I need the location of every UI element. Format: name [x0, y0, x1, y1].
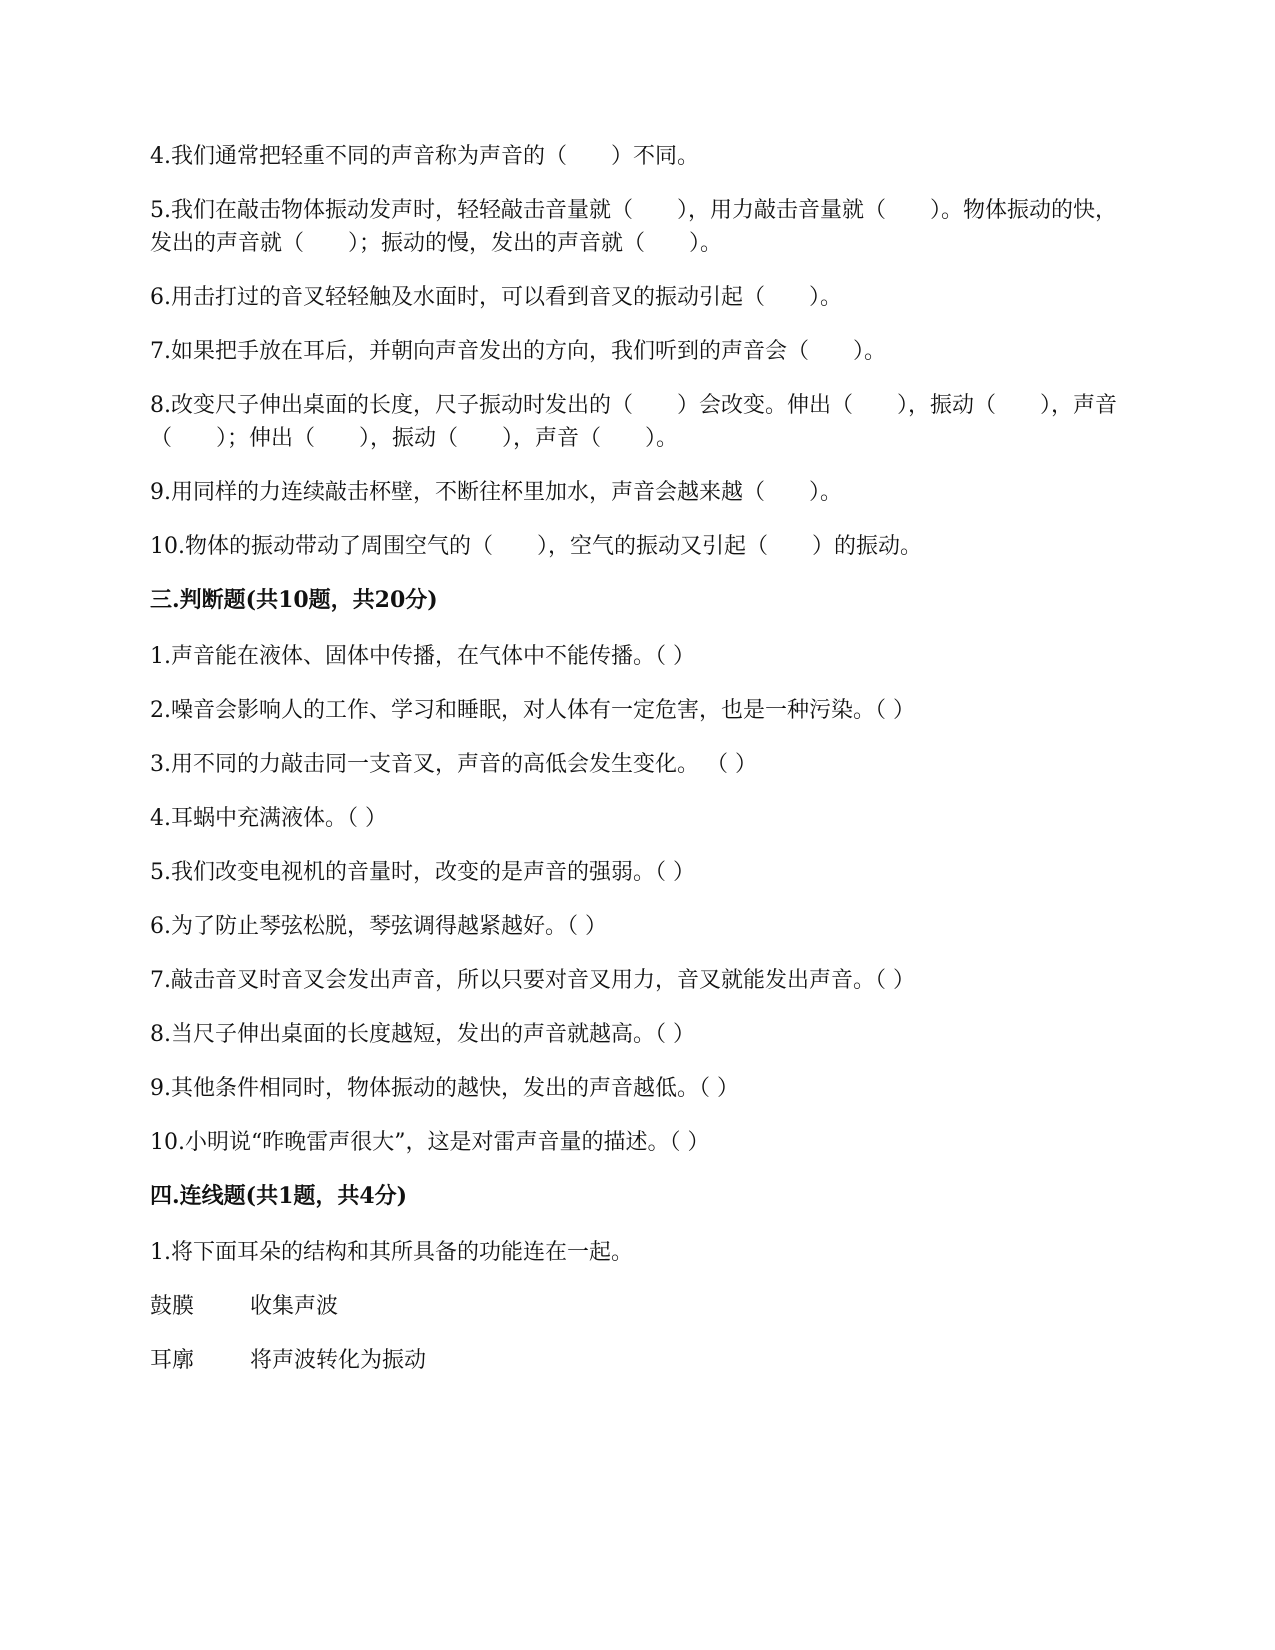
- fill-question-4: 4.我们通常把轻重不同的声音称为声音的（ ）不同。: [150, 144, 699, 169]
- matching-structure-label: 鼓膜: [150, 1294, 195, 1319]
- fill-question-8: 8.改变尺子伸出桌面的长度，尺子振动时发出的（ ）会改变。伸出（ ），振动（ ），声音（ ）；伸出（ ），振动（ ），声音（ ）。: [150, 393, 1117, 451]
- judge-question-1: 1.声音能在液体、固体中传播，在气体中不能传播。（ ）: [150, 644, 695, 669]
- matching-row: [150, 1290, 1130, 1323]
- section-heading-judgement: 三.判断题(共10题，共20分): [150, 587, 438, 613]
- judge-question-7: 7.敲击音叉时音叉会发出声音，所以只要对音叉用力，音叉就能发出声音。（ ）: [150, 968, 915, 993]
- judge-question-2: 2.噪音会影响人的工作、学习和睡眠，对人体有一定危害，也是一种污染。（ ）: [150, 698, 915, 723]
- matching-function-label: 将声波转化为振动: [250, 1348, 427, 1373]
- matching-row: [150, 1344, 1130, 1377]
- matching-question-1: 1.将下面耳朵的结构和其所具备的功能连在一起。: [150, 1240, 633, 1265]
- fill-question-5: 5.我们在敲击物体振动发声时，轻轻敲击音量就（ ），用力敲击音量就（ ）。物体振动的快，发出的声音就（ ）；振动的慢，发出的声音就（ ）。: [150, 198, 1117, 256]
- fill-question-6: 6.用击打过的音叉轻轻触及水面时，可以看到音叉的振动引起（ ）。: [150, 285, 842, 310]
- judge-question-9: 9.其他条件相同时，物体振动的越快，发出的声音越低。（ ）: [150, 1076, 739, 1101]
- section-heading-matching: 四.连线题(共1题，共4分): [150, 1183, 408, 1209]
- judge-question-10: 10.小明说“昨晚雷声很大”，这是对雷声音量的描述。（ ）: [150, 1130, 710, 1155]
- judge-question-3: 3.用不同的力敲击同一支音叉，声音的高低会发生变化。 （ ）: [150, 752, 757, 777]
- judge-question-6: 6.为了防止琴弦松脱，琴弦调得越紧越好。（ ）: [150, 914, 607, 939]
- judge-question-8: 8.当尺子伸出桌面的长度越短，发出的声音就越高。（ ）: [150, 1022, 695, 1047]
- judge-question-4: 4.耳蜗中充满液体。（ ）: [150, 806, 387, 831]
- worksheet-page: [150, 140, 1130, 1398]
- judge-question-5: 5.我们改变电视机的音量时，改变的是声音的强弱。（ ）: [150, 860, 695, 885]
- fill-question-7: 7.如果把手放在耳后，并朝向声音发出的方向，我们听到的声音会（ ）。: [150, 339, 886, 364]
- matching-structure-label: 耳廓: [150, 1348, 195, 1373]
- matching-function-label: 收集声波: [250, 1294, 339, 1319]
- fill-question-9: 9.用同样的力连续敲击杯壁，不断往杯里加水，声音会越来越（ ）。: [150, 480, 842, 505]
- fill-question-10: 10.物体的振动带动了周围空气的（ ），空气的振动又引起（ ）的振动。: [150, 534, 922, 559]
